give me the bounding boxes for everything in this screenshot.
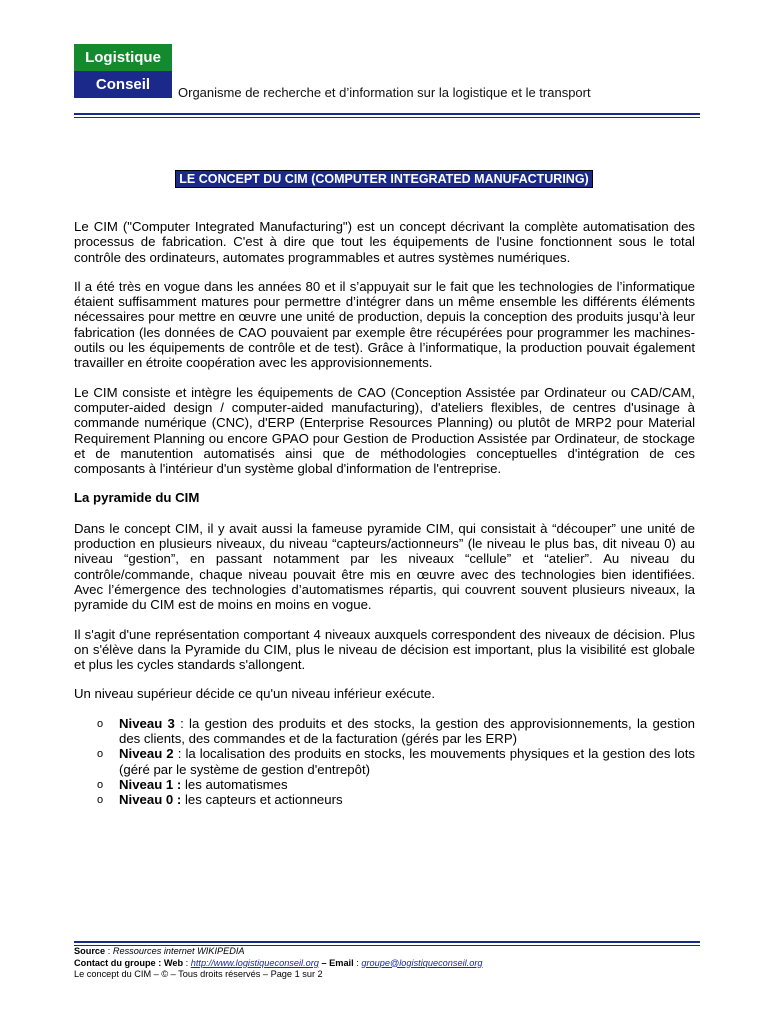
- title-wrapper: [0, 170, 768, 188]
- paragraph-components: Le CIM consiste et intègre les équipements de CAO (Conception Assistée par Ordinateur ou CAD/CAM, computer-aided design / computer-aided manufacturing), d'ateliers flexibles, de centres d'usinage à commande numérique (CNC), d'ERP (Enterprise Resources Planning) ou plutôt de MRP2 pour Material Requirement Planning ou encore GPAO pour Gestion de Production Assistée par Ordinateur, de stockage et de manutention automatisés ainsi que de méthodologies conceptuelles d'intégration de ces composants à l'intérieur d'un système global d'information de l'entreprise.: [74, 384, 695, 477]
- level-label: Niveau 3: [119, 715, 175, 731]
- footer: [74, 946, 483, 981]
- email-link[interactable]: groupe@logistiqueconseil.org: [361, 957, 483, 968]
- paragraph-intro: Le CIM ("Computer Integrated Manufacturing") est un concept décrivant la complète automatisation des processus de fabrication. C'est à dire que tout les équipements de l'usine fonctionnent sous le total contrôle des ordinateurs, automates programmables et autres systèmes numériques.: [74, 219, 695, 265]
- bullet-icon: o: [97, 717, 104, 730]
- bullet-icon: o: [97, 778, 104, 791]
- footer-source: [74, 946, 483, 958]
- footer-copyright: Le concept du CIM – © – Tous droits réservés – Page 1 sur 2: [74, 969, 323, 979]
- email-label: Email: [329, 957, 354, 968]
- web-link[interactable]: http://www.logistiqueconseil.org: [190, 957, 319, 968]
- source-value: Ressources internet WIKIPEDIA: [112, 946, 245, 956]
- page-title: LE CONCEPT DU CIM (COMPUTER INTEGRATED MANUFACTURING): [175, 170, 592, 188]
- document-body: [74, 219, 695, 808]
- level-text: la gestion des produits et des stocks, la gestion des approvisionnements, la gestion des clients, des commandes et de la facturation (gérés par les ERP): [119, 715, 695, 747]
- contact-sep: :: [183, 957, 191, 968]
- footer-contact: [74, 958, 483, 970]
- levels-list: [74, 716, 695, 808]
- level-text: les capteurs et actionneurs: [184, 792, 343, 808]
- level-text: la localisation des produits en stocks, les mouvements physiques et la gestion des lots (géré par le système de gestion d'entrepôt): [119, 746, 695, 777]
- bullet-icon: o: [97, 794, 104, 807]
- list-item: [74, 716, 695, 747]
- section-heading: La pyramide du CIM: [74, 490, 200, 506]
- footer-rule: [74, 941, 700, 943]
- email-sep: :: [353, 957, 362, 968]
- list-item: [74, 777, 695, 792]
- bullet-icon: o: [97, 748, 104, 761]
- list-item: [74, 746, 695, 777]
- level-label: Niveau 1 :: [119, 776, 182, 792]
- paragraph-history: Il a été très en vogue dans les années 80 et il s’appuyait sur le fait que les technologies de l’informatique étaient suffisamment matures pour permettre d’intégrer dans un même ensemble les différents éléments nécessaires pour mettre en œuvre une unité de production, depuis la conception des produits jusqu’à leur fabrication (les données de CAO pouvaient par exemple être récupérées pour programmer les machines-outils ou les équipements de contrôle et de test). Grâce à l’informatique, la production pouvait également travailler en étroite coopération avec les approvisionnements.: [74, 278, 695, 371]
- header-tagline: Organisme de recherche et d’information sur la logistique et le transport: [178, 85, 591, 100]
- logo-line-1: Logistique: [74, 44, 172, 71]
- logo-line-2: Conseil: [74, 71, 172, 98]
- header-rule-thin: [74, 117, 700, 118]
- contact-dash: –: [318, 957, 330, 968]
- logo: [74, 44, 172, 98]
- list-item: [74, 792, 695, 807]
- paragraph-levels: Il s'agit d'une représentation comportant 4 niveaux auxquels correspondent des niveaux de décision. Plus on s'élève dans la Pyramide du CIM, plus le niveau de décision est important, plus la visibilité est globale et plus les cycles standards s'allongent.: [74, 626, 695, 673]
- contact-label: Contact du groupe : Web: [74, 957, 184, 968]
- level-sep: :: [174, 715, 190, 731]
- source-label: Source: [74, 946, 106, 956]
- level-sep: :: [173, 746, 186, 762]
- level-label: Niveau 2: [119, 746, 174, 762]
- paragraph-pyramid: Dans le concept CIM, il y avait aussi la fameuse pyramide CIM, qui consistait à “découper” une unité de production en plusieurs niveaux, du niveau “capteurs/actionneurs” (le niveau le plus bas, dit niveau 0) au niveau “gestion”, en passant notamment par les niveaux “cellule” et “atelier”. Au niveau du contrôle/commande, chaque niveau pouvait être mis en œuvre avec des technologies bien identifiées. Avec l’émergence des technologies d’automatismes répartis, qui couvrent souvent plusieurs niveaux, la pyramide du CIM est de moins en moins en vogue.: [74, 520, 695, 613]
- level-label: Niveau 0 :: [119, 792, 182, 808]
- paragraph-decision: Un niveau supérieur décide ce qu'un niveau inférieur exécute.: [74, 686, 436, 702]
- header-rule: [74, 113, 700, 115]
- level-text: les automatismes: [184, 776, 288, 792]
- source-sep: :: [105, 946, 113, 956]
